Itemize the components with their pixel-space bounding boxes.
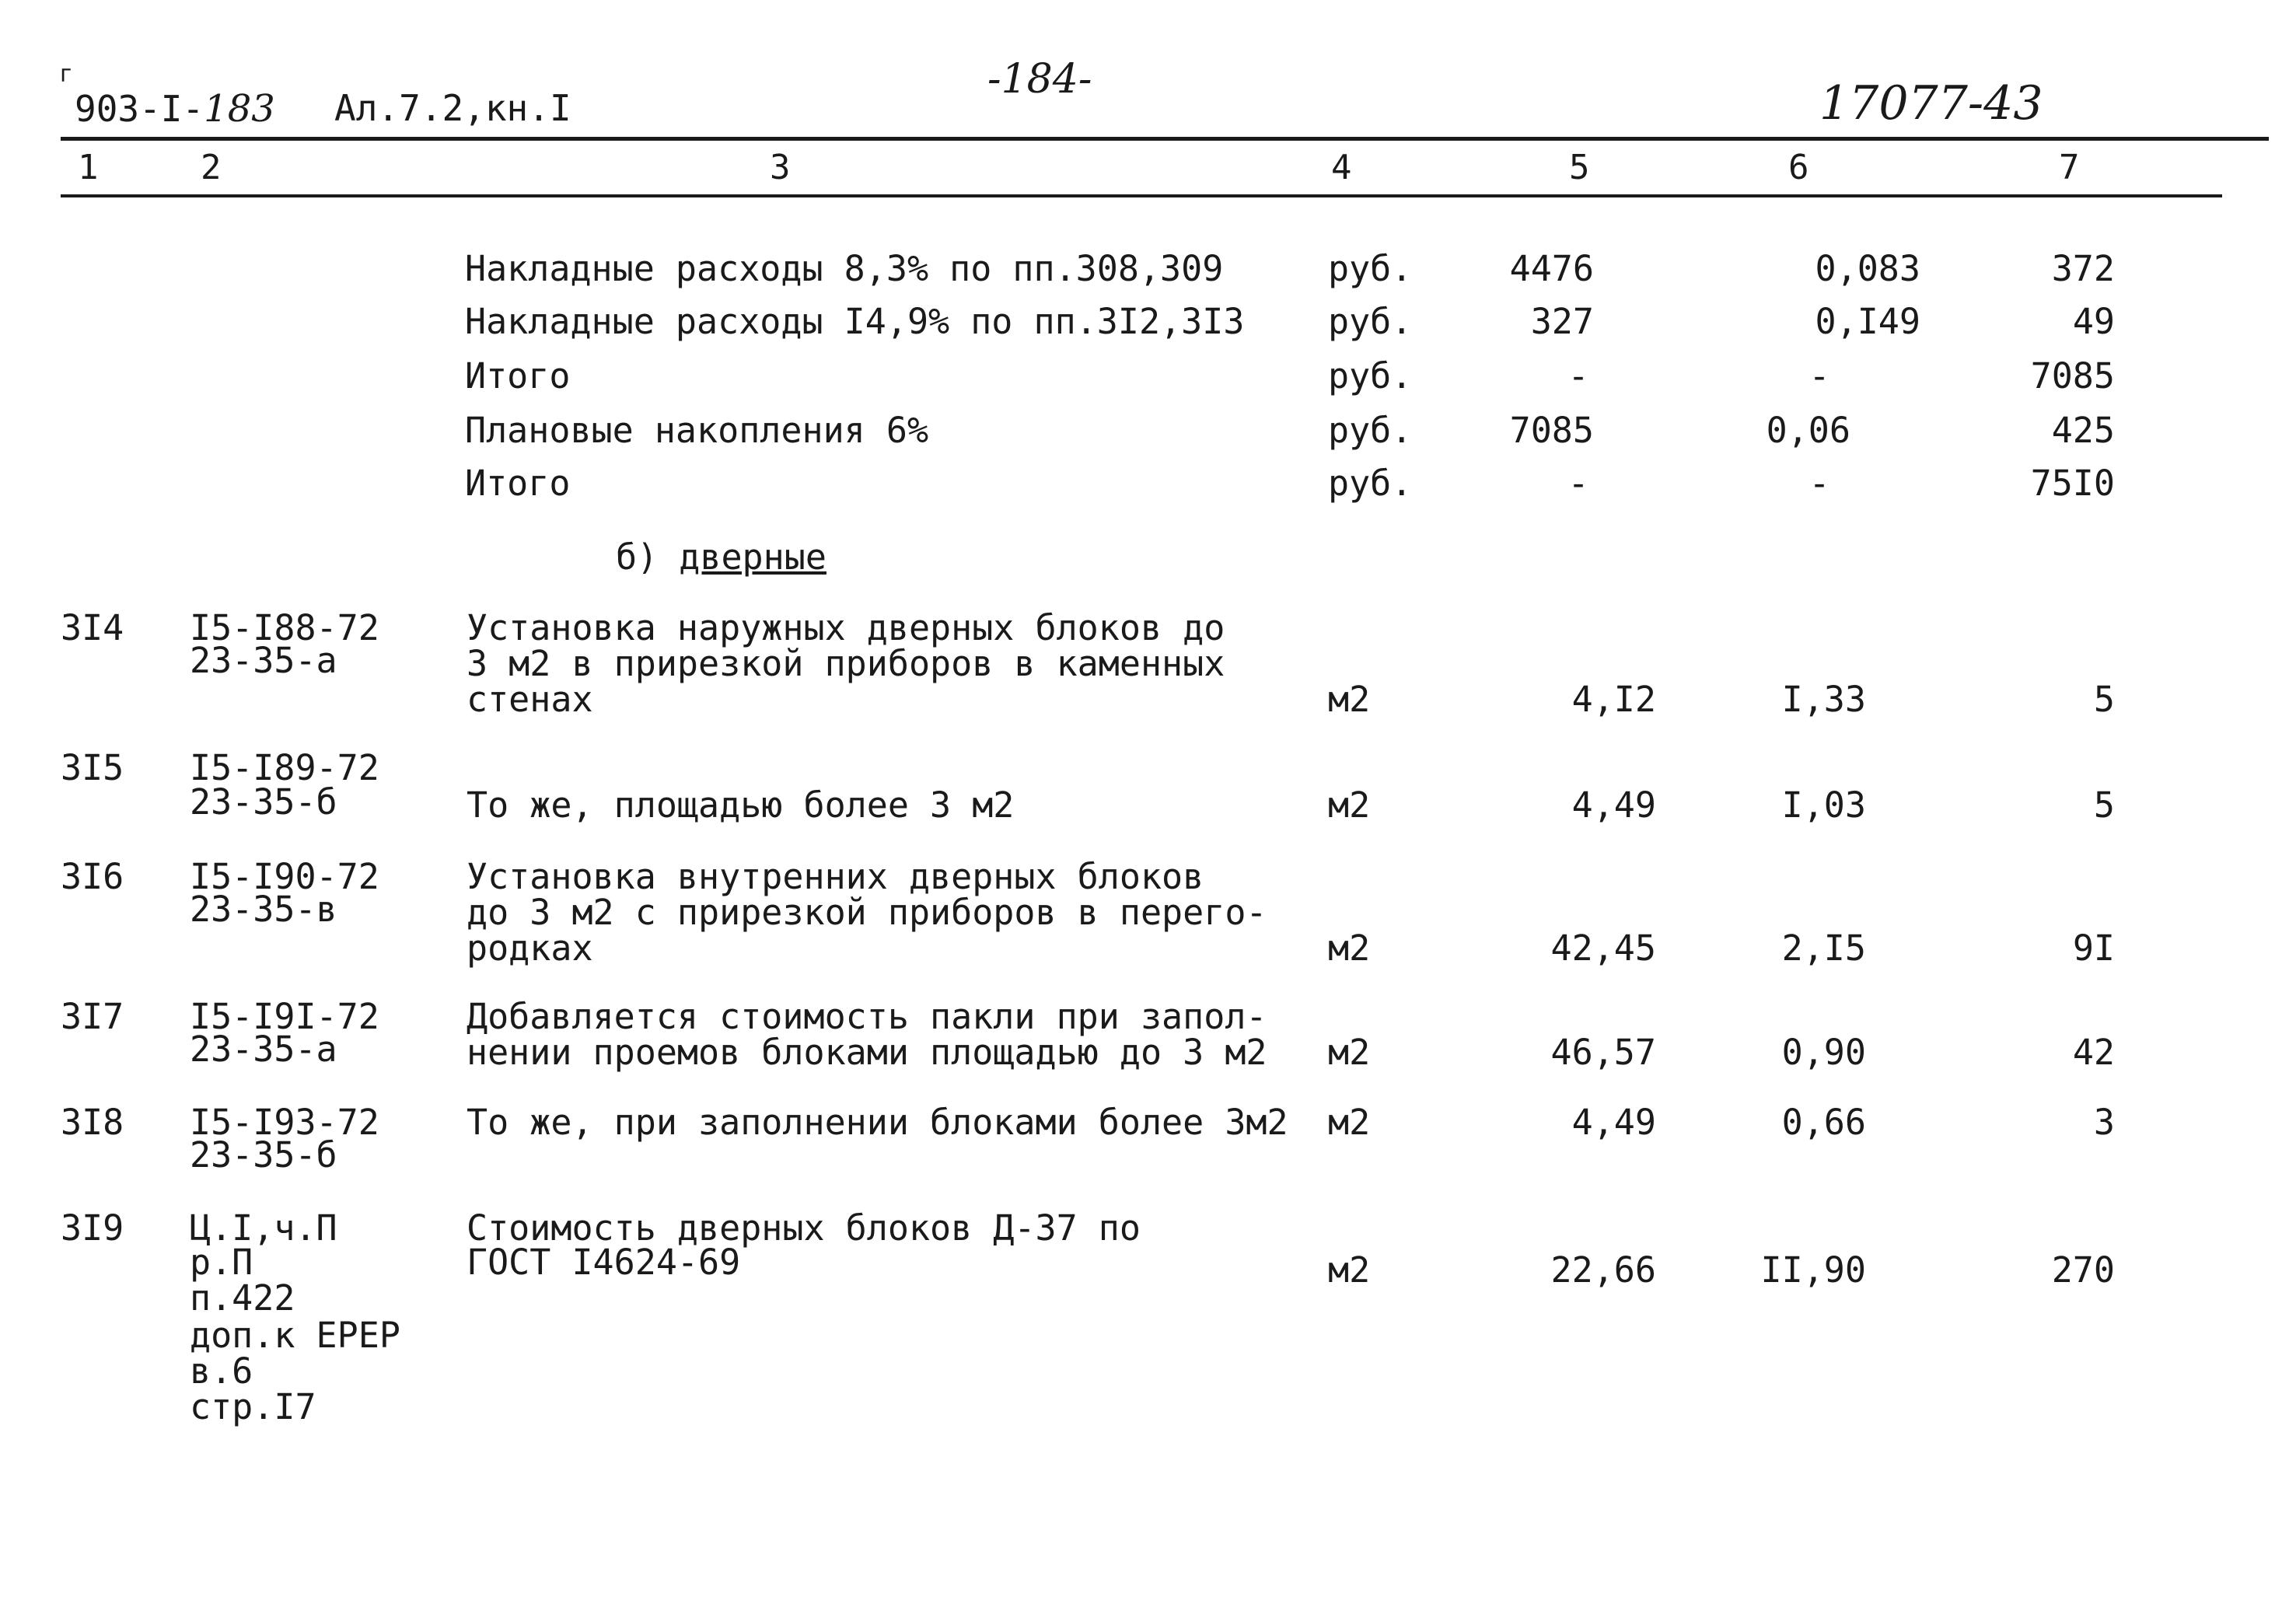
row-col5: 4,I2 (1571, 679, 1656, 720)
row-unit: м2 (1328, 928, 1371, 969)
row-unit: м2 (1328, 1032, 1371, 1073)
subheading-prefix: б) (616, 536, 659, 578)
row-col5: 4,49 (1571, 784, 1656, 826)
row-col6: 0,90 (1781, 1032, 1866, 1073)
corner-mark: г (59, 61, 74, 88)
row-code-line: 23-35-а (190, 640, 337, 681)
header-top-rule (61, 137, 2269, 141)
header-bottom-rule (61, 194, 2222, 197)
summary-col5: 327 (1530, 301, 1594, 342)
row-col7: 3 (2093, 1102, 2115, 1143)
row-description-line: нении проемов блоками площадью до 3 м2 (467, 1032, 1267, 1073)
row-number: 3I4 (61, 607, 124, 648)
summary-col7: 372 (2051, 248, 2115, 289)
row-col7: 270 (2051, 1249, 2115, 1291)
row-number: 3I9 (61, 1207, 124, 1249)
row-code-line: I5-I89-72 (190, 747, 379, 788)
row-description-line: стенах (467, 679, 593, 720)
row-code-line: 23-35-б (190, 781, 337, 823)
summary-unit: руб. (1328, 301, 1413, 342)
summary-col6: - (1808, 463, 1830, 504)
row-code-line: I5-I90-72 (190, 856, 379, 897)
row-description-line: Установка внутренних дверных блоков (467, 856, 1204, 897)
row-unit: м2 (1328, 1102, 1371, 1143)
row-description-line: родках (467, 928, 593, 969)
summary-col7: 425 (2051, 410, 2115, 451)
summary-col5: 7085 (1509, 410, 1594, 451)
column-number-7: 7 (2059, 148, 2080, 187)
summary-col7: 49 (2072, 301, 2115, 342)
summary-unit: руб. (1328, 463, 1413, 504)
row-col6: I,03 (1781, 784, 1866, 826)
summary-text: Плановые накопления 6% (465, 410, 929, 451)
column-number-1: 1 (78, 148, 99, 187)
summary-unit: руб. (1328, 410, 1413, 451)
row-unit: м2 (1328, 679, 1371, 720)
album-reference: Ал.7.2,кн.I (334, 87, 571, 129)
row-number: 3I5 (61, 747, 124, 788)
row-col7: 5 (2093, 679, 2115, 720)
column-number-5: 5 (1569, 148, 1590, 187)
summary-col7: 7085 (2030, 355, 2115, 397)
row-code-line: в.6 (190, 1350, 253, 1392)
summary-col6: 0,06 (1766, 410, 1850, 451)
row-description-line: То же, при заполнении блоками более 3м2 (467, 1102, 1288, 1143)
summary-col5: - (1567, 355, 1589, 397)
summary-col7: 75I0 (2030, 463, 2115, 504)
row-col7: 5 (2093, 784, 2115, 826)
row-col5: 22,66 (1550, 1249, 1656, 1291)
row-code-line: 23-35-б (190, 1134, 337, 1176)
row-code-line: 23-35-а (190, 1029, 337, 1070)
row-description-line: 3 м2 в прирезкой приборов в каменных (467, 643, 1225, 684)
summary-unit: руб. (1328, 248, 1413, 289)
row-col6: II,90 (1760, 1249, 1866, 1291)
row-code-line: I5-I88-72 (190, 607, 379, 648)
section-subheading (616, 536, 826, 578)
page-number: -184- (987, 56, 1092, 103)
summary-col5: 4476 (1509, 248, 1594, 289)
row-col5: 4,49 (1571, 1102, 1656, 1143)
row-col5: 42,45 (1550, 928, 1656, 969)
row-code-line: I5-I93-72 (190, 1102, 379, 1143)
summary-col6: 0,I49 (1815, 301, 1920, 342)
row-code-line: 23-35-в (190, 889, 337, 930)
summary-unit: руб. (1328, 355, 1413, 397)
row-description-line: до 3 м2 с прирезкой приборов в перего- (467, 892, 1267, 933)
row-code-line: Ц.I,ч.П (190, 1207, 337, 1249)
row-description-line: Добавляется стоимость пакли при запол- (467, 996, 1267, 1037)
row-number: 3I8 (61, 1102, 124, 1143)
summary-text: Накладные расходы I4,9% по пп.3I2,3I3 (465, 301, 1245, 342)
summary-text: Итого (465, 355, 571, 397)
row-unit: м2 (1328, 1249, 1371, 1291)
row-code-line: стр.I7 (190, 1386, 316, 1427)
column-number-2: 2 (201, 148, 222, 187)
document-code-printed: 903-I- (75, 88, 204, 130)
row-description-line: То же, площадью более 3 м2 (467, 784, 1015, 826)
sheet-code: 17077-43 (1819, 76, 2043, 131)
summary-col6: - (1808, 355, 1830, 397)
row-col5: 46,57 (1550, 1032, 1656, 1073)
row-description-line: Установка наружных дверных блоков до (467, 607, 1225, 648)
row-number: 3I6 (61, 856, 124, 897)
document-code (75, 87, 275, 131)
summary-col5: - (1567, 463, 1589, 504)
row-unit: м2 (1328, 784, 1371, 826)
row-code-line: доп.к ЕРЕР (190, 1315, 400, 1356)
document-code-handwritten: 183 (204, 87, 275, 131)
row-col6: I,33 (1781, 679, 1866, 720)
column-number-3: 3 (770, 148, 791, 187)
row-description-line: Стоимость дверных блоков Д-37 по (467, 1207, 1141, 1249)
row-col6: 0,66 (1781, 1102, 1866, 1143)
row-col7: 9I (2072, 928, 2115, 969)
column-number-6: 6 (1788, 148, 1809, 187)
row-code-line: п.422 (190, 1277, 295, 1319)
row-col6: 2,I5 (1781, 928, 1866, 969)
subheading-label: дверные (679, 536, 826, 578)
row-description-line: ГОСТ I4624-69 (467, 1242, 741, 1283)
summary-text: Накладные расходы 8,3% по пп.308,309 (465, 248, 1224, 289)
summary-text: Итого (465, 463, 571, 504)
column-number-4: 4 (1331, 148, 1352, 187)
row-col7: 42 (2072, 1032, 2115, 1073)
row-code-line: I5-I9I-72 (190, 996, 379, 1037)
row-code-line: р.П (190, 1242, 253, 1283)
summary-col6: 0,083 (1815, 248, 1920, 289)
row-number: 3I7 (61, 996, 124, 1037)
